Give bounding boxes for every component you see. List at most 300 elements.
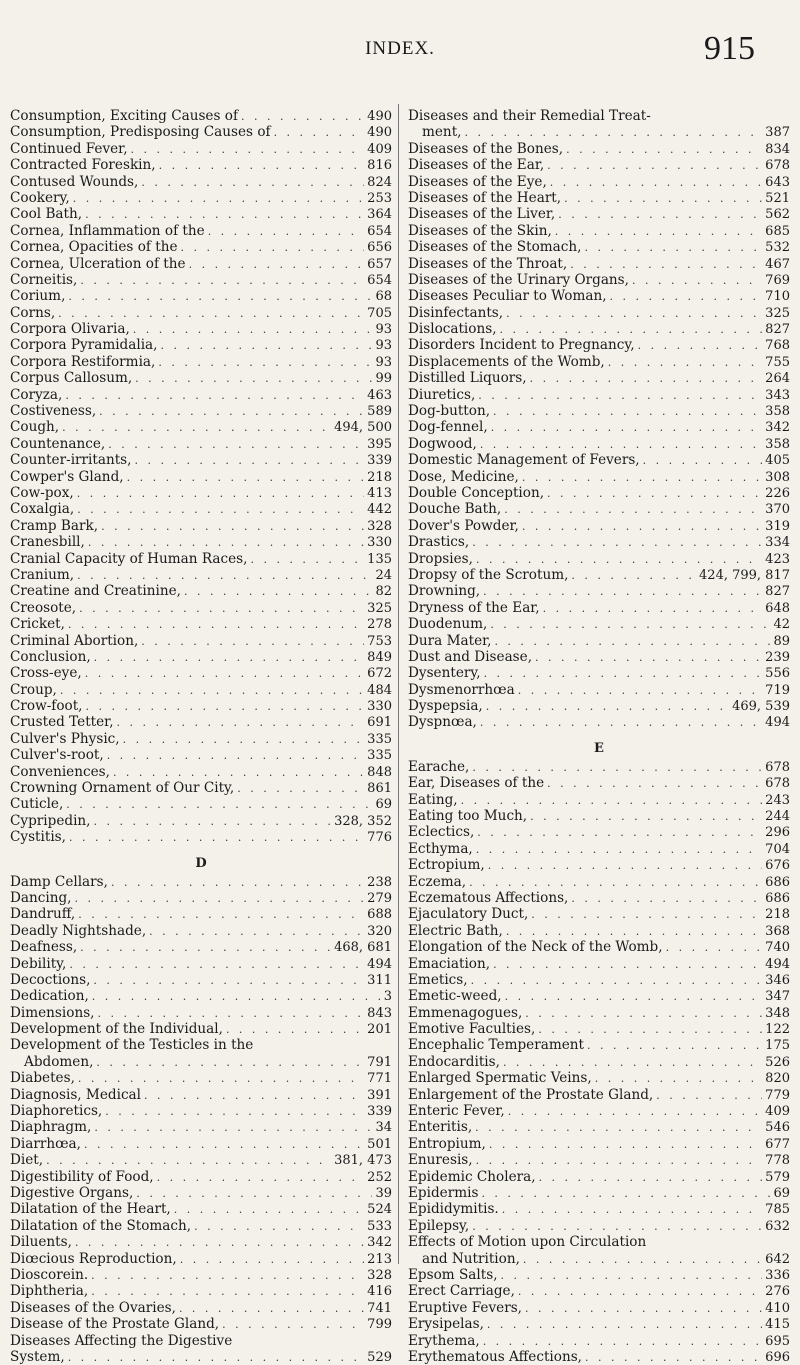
- page-reference: 490: [367, 109, 392, 124]
- index-entry: [408, 1218, 790, 1234]
- page-reference: 243: [765, 792, 790, 808]
- page-reference: 423: [765, 551, 790, 567]
- index-term: Cranesbill,: [10, 534, 85, 551]
- index-entry: [10, 583, 392, 599]
- index-entry: [408, 485, 790, 501]
- index-entry: [10, 1136, 392, 1152]
- index-entry: [408, 1021, 790, 1037]
- index-term: Diagnosis, Medical: [10, 1086, 142, 1103]
- index-term: Cricket,: [10, 616, 65, 633]
- index-term: Diaphoretics,: [10, 1103, 103, 1120]
- dot-leader: [508, 1104, 762, 1119]
- dot-leader: [93, 973, 364, 988]
- dot-leader: [80, 940, 331, 955]
- index-term: Earache,: [408, 758, 470, 775]
- dot-leader: [144, 1088, 364, 1103]
- page-reference: 3: [383, 989, 392, 1005]
- index-entry: [10, 1267, 392, 1283]
- index-term: Dislocations,: [408, 321, 497, 338]
- index-term: Epidermis: [408, 1185, 479, 1201]
- index-term: Diseases of the Throat,: [408, 255, 568, 272]
- page-reference: 253: [367, 190, 392, 206]
- index-entry: [408, 551, 790, 567]
- page-reference: 330: [367, 699, 392, 715]
- dot-leader: [158, 355, 372, 370]
- index-term: Eclectics,: [408, 824, 475, 841]
- page-reference: 358: [765, 404, 790, 420]
- dot-leader: [481, 1186, 770, 1201]
- index-entry: [408, 988, 790, 1004]
- page-reference: 695: [765, 1333, 790, 1349]
- page-reference: 370: [765, 502, 790, 518]
- dot-leader: [84, 1137, 364, 1152]
- index-entry: [10, 190, 392, 206]
- index-entry: [10, 616, 392, 632]
- dot-leader: [489, 1137, 762, 1152]
- index-entry: [10, 288, 392, 304]
- page-reference: 218: [765, 907, 790, 923]
- page-reference: 413: [367, 485, 392, 501]
- dot-leader: [535, 650, 762, 665]
- index-entry: [408, 775, 790, 791]
- index-term: Enuresis,: [408, 1152, 473, 1169]
- index-term: Dog-button,: [408, 403, 491, 420]
- index-entry: [408, 223, 790, 239]
- dot-leader: [62, 420, 331, 435]
- index-entry: [10, 403, 392, 419]
- dot-leader: [75, 891, 365, 906]
- index-entry: [10, 780, 392, 796]
- dot-leader: [94, 814, 332, 829]
- index-term: Countenance,: [10, 435, 106, 452]
- index-term: Diaphragm,: [10, 1119, 92, 1136]
- index-entry: [408, 633, 790, 649]
- dot-leader: [502, 1202, 762, 1217]
- page-reference: 719: [765, 682, 790, 698]
- index-entry: [408, 600, 790, 616]
- dot-leader: [471, 973, 763, 988]
- index-term: Deadly Nightshade,: [10, 922, 147, 939]
- index-term: Drowning,: [408, 583, 481, 600]
- index-entry: [408, 272, 790, 288]
- index-term: Dysentery,: [408, 665, 481, 682]
- dot-leader: [107, 748, 364, 763]
- dot-leader: [94, 650, 365, 665]
- index-term: Epididymitis.: [408, 1201, 499, 1218]
- index-entry: [408, 157, 790, 173]
- index-entry: [408, 808, 790, 824]
- dot-leader: [547, 486, 762, 501]
- index-entry: [408, 288, 790, 304]
- index-entry: [10, 1234, 392, 1250]
- page-reference: 490: [367, 125, 392, 141]
- index-entry: [408, 534, 790, 550]
- index-term: Crusted Tetter,: [10, 714, 114, 731]
- page-reference: 791: [367, 1054, 392, 1070]
- dot-leader: [480, 437, 762, 452]
- index-entry: [408, 714, 790, 730]
- dot-leader: [92, 989, 381, 1004]
- dot-leader: [530, 371, 763, 386]
- dot-leader: [65, 388, 364, 403]
- page-reference: 494: [765, 715, 790, 731]
- page-reference: 339: [367, 1104, 392, 1120]
- page-reference: 678: [765, 759, 790, 775]
- index-entry: [10, 1201, 392, 1217]
- index-entry: [408, 698, 790, 714]
- index-term: Eczematous Affections,: [408, 889, 569, 906]
- index-entry: [10, 567, 392, 583]
- dot-leader: [484, 666, 763, 681]
- index-entry: [10, 124, 392, 140]
- dot-leader: [506, 924, 762, 939]
- index-term: Ejaculatory Duct,: [408, 906, 529, 923]
- page-reference: 410: [765, 1300, 790, 1316]
- page-reference: 816: [367, 158, 392, 174]
- index-entry: [408, 403, 790, 419]
- index-term: Corpora Olivaria,: [10, 321, 130, 338]
- page-reference: 409: [367, 141, 392, 157]
- index-entry: [408, 972, 790, 988]
- index-entry: [408, 174, 790, 190]
- page-reference: 776: [367, 830, 392, 846]
- index-term: Diphtheria,: [10, 1283, 89, 1300]
- dot-leader: [241, 109, 364, 124]
- index-entry: [10, 1185, 392, 1201]
- index-entry: [10, 1349, 392, 1365]
- index-term: Eczema,: [408, 873, 467, 890]
- page-reference: 348: [765, 1005, 790, 1021]
- dot-leader: [77, 486, 364, 501]
- index-term: Douche Bath,: [408, 501, 502, 518]
- dot-leader: [180, 1252, 364, 1267]
- index-term: Encephalic Temperament: [408, 1037, 584, 1054]
- index-term: Elongation of the Neck of the Womb,: [408, 939, 663, 956]
- dot-leader: [487, 1317, 762, 1332]
- dot-leader: [595, 1071, 762, 1086]
- index-term: Diseases of the Ovaries,: [10, 1299, 176, 1316]
- page-reference: 468, 681: [334, 940, 392, 956]
- page-reference: 328: [367, 518, 392, 534]
- index-term: Diseases Peculiar to Woman,: [408, 288, 607, 305]
- index-term: Consumption, Predisposing Causes of: [10, 124, 271, 141]
- page-reference: 546: [765, 1120, 790, 1136]
- index-term: Eating,: [408, 791, 458, 808]
- index-term: System,: [10, 1348, 65, 1365]
- index-entry: [408, 857, 790, 873]
- dot-leader: [60, 683, 364, 698]
- index-term: Creatine and Creatinine,: [10, 583, 181, 600]
- dot-leader: [518, 1284, 762, 1299]
- index-term: Cornea, Ulceration of the: [10, 255, 186, 272]
- dot-leader: [584, 240, 762, 255]
- index-term: Deafness,: [10, 939, 78, 956]
- index-entry: [408, 1251, 790, 1267]
- dot-leader: [80, 273, 364, 288]
- index-entry: [10, 988, 392, 1004]
- page-reference: 533: [367, 1218, 392, 1234]
- index-term: Cystitis,: [10, 829, 66, 846]
- page-reference: 311: [367, 972, 392, 988]
- index-term: Decoctions,: [10, 971, 91, 988]
- index-term: Domestic Management of Fevers,: [408, 452, 640, 469]
- index-term: Eruptive Fevers,: [408, 1299, 522, 1316]
- page-reference: 276: [765, 1284, 790, 1300]
- dot-leader: [493, 957, 762, 972]
- dot-leader: [69, 830, 364, 845]
- index-entry: [408, 567, 790, 583]
- page-reference: 69: [773, 1186, 790, 1201]
- dot-leader: [476, 1153, 763, 1168]
- page-reference: 296: [765, 825, 790, 841]
- index-entry: [408, 939, 790, 955]
- dot-leader: [113, 765, 364, 780]
- index-term: Dog-fennel,: [408, 419, 488, 436]
- page-reference: 335: [367, 748, 392, 764]
- page-reference: 632: [765, 1218, 790, 1234]
- index-term: Diet,: [10, 1152, 44, 1169]
- dot-leader: [99, 404, 364, 419]
- page-reference: 93: [375, 338, 392, 354]
- dot-leader: [75, 1235, 364, 1250]
- index-term: Cramp Bark,: [10, 517, 99, 534]
- index-term: Erysipelas,: [408, 1316, 484, 1333]
- index-entry: [408, 890, 790, 906]
- dot-leader: [472, 535, 762, 550]
- dot-leader: [77, 568, 372, 583]
- index-term: Diuretics,: [408, 386, 476, 403]
- dot-leader: [274, 125, 365, 140]
- page-reference: 562: [765, 207, 790, 223]
- page-reference: 848: [367, 764, 392, 780]
- index-term: Entropium,: [408, 1135, 486, 1152]
- page-reference: 238: [367, 874, 392, 890]
- index-term: Croup,: [10, 681, 57, 698]
- page-reference: 334: [765, 535, 790, 551]
- index-entry: [408, 1201, 790, 1217]
- index-entry: [10, 370, 392, 386]
- page-reference: 824: [367, 174, 392, 190]
- index-entry: [10, 485, 392, 501]
- index-entry: [10, 796, 392, 812]
- page-reference: 654: [367, 272, 392, 288]
- page-reference: 688: [367, 907, 392, 923]
- page-reference: 526: [765, 1054, 790, 1070]
- dot-leader: [506, 306, 762, 321]
- index-term: Dropsies,: [408, 550, 473, 567]
- page-reference: 395: [367, 436, 392, 452]
- index-term: Cookery,: [10, 189, 70, 206]
- index-entry: [408, 1234, 790, 1250]
- page-reference: 861: [367, 781, 392, 797]
- index-term: Erythema,: [408, 1332, 480, 1349]
- page-reference: 122: [765, 1022, 790, 1038]
- index-term: Diseases of the Eye,: [408, 173, 547, 190]
- index-term: Damp Cellars,: [10, 873, 108, 890]
- index-entry: [10, 1103, 392, 1119]
- index-term: Cranium,: [10, 566, 75, 583]
- index-entry: [408, 239, 790, 255]
- running-head: INDEX.: [365, 38, 435, 59]
- index-term: Displacements of the Womb,: [408, 353, 605, 370]
- dot-leader: [490, 617, 770, 632]
- index-term: Abdomen,: [24, 1053, 94, 1070]
- index-entry: [408, 370, 790, 386]
- index-term: Dilatation of the Heart,: [10, 1201, 171, 1218]
- page-reference: 779: [765, 1087, 790, 1103]
- index-term: Dropsy of the Scrotum,: [408, 566, 569, 583]
- page-reference: 252: [367, 1169, 392, 1185]
- index-entry: [10, 1152, 392, 1168]
- index-entry: [10, 874, 392, 890]
- dot-leader: [488, 858, 762, 873]
- page-reference: 843: [367, 1005, 392, 1021]
- dot-leader: [174, 1202, 364, 1217]
- dot-leader: [543, 601, 763, 616]
- dot-leader: [632, 273, 762, 288]
- page-reference: 325: [765, 305, 790, 321]
- index-term: Contracted Foreskin,: [10, 157, 156, 174]
- index-entry: [10, 956, 392, 972]
- index-term: and Nutrition,: [422, 1250, 520, 1267]
- index-entry: [408, 124, 790, 140]
- page-reference: 416: [367, 1284, 392, 1300]
- page-reference: 442: [367, 502, 392, 518]
- index-term: Ecthyma,: [408, 840, 473, 857]
- index-term: Enlargement of the Prostate Gland,: [408, 1086, 654, 1103]
- page-reference: 278: [367, 617, 392, 633]
- index-term: Ear, Diseases of the: [408, 775, 545, 792]
- page-reference: 532: [765, 240, 790, 256]
- index-term: Dose, Medicine,: [408, 468, 519, 485]
- index-entry: [408, 354, 790, 370]
- page-reference: 343: [765, 387, 790, 403]
- index-term: Cool Bath,: [10, 206, 83, 223]
- index-term: Dancing,: [10, 889, 72, 906]
- page-reference: 342: [367, 1235, 392, 1251]
- page-reference: 556: [765, 666, 790, 682]
- index-entry: [408, 1103, 790, 1119]
- index-term: Emetics,: [408, 971, 468, 988]
- index-term: Dysmenorrhœa: [408, 681, 515, 698]
- dot-leader: [73, 191, 364, 206]
- page-reference: 336: [765, 1267, 790, 1283]
- dot-leader: [500, 322, 763, 337]
- dot-leader: [159, 158, 365, 173]
- index-term: Diarrhœa,: [10, 1135, 81, 1152]
- index-term: Cough,: [10, 419, 60, 436]
- page-reference: 643: [765, 174, 790, 190]
- page-reference: 696: [765, 1349, 790, 1365]
- dot-leader: [58, 306, 364, 321]
- dot-leader: [571, 568, 696, 583]
- index-entry: [10, 600, 392, 616]
- page-reference: 328: [367, 1267, 392, 1283]
- page-reference: 39: [375, 1186, 392, 1201]
- dot-leader: [525, 1301, 762, 1316]
- page-reference: 34: [375, 1120, 392, 1136]
- index-entry: [10, 1054, 392, 1070]
- dot-leader: [570, 257, 762, 272]
- dot-leader: [157, 1170, 365, 1185]
- dot-leader: [505, 989, 763, 1004]
- index-term: Cow-pox,: [10, 484, 74, 501]
- index-entry: [10, 174, 392, 190]
- page-reference: 494, 500: [334, 420, 392, 436]
- index-entry: [10, 1218, 392, 1234]
- section-letter-e: E: [594, 740, 604, 756]
- dot-leader: [566, 142, 762, 157]
- page-reference: 771: [367, 1071, 392, 1087]
- dot-leader: [133, 322, 373, 337]
- index-term: Dandruff,: [10, 906, 76, 923]
- index-entry: [408, 436, 790, 452]
- dot-leader: [558, 207, 762, 222]
- index-term: Corpora Restiformia,: [10, 353, 156, 370]
- index-entry: [10, 321, 392, 337]
- index-term: Dedication,: [10, 988, 89, 1005]
- index-entry: [10, 518, 392, 534]
- page-reference: 753: [367, 633, 392, 649]
- page-reference: 494: [367, 956, 392, 972]
- page-reference: 405: [765, 453, 790, 469]
- index-term: Diseases of the Liver,: [408, 206, 556, 223]
- index-entry: [10, 890, 392, 906]
- dot-leader: [85, 207, 364, 222]
- index-term: Debility,: [10, 955, 67, 972]
- page-reference: 346: [765, 972, 790, 988]
- dot-leader: [68, 617, 364, 632]
- page-reference: 69: [375, 797, 392, 813]
- page-reference: 339: [367, 453, 392, 469]
- index-term: Corns,: [10, 304, 56, 321]
- index-term: Conclusion,: [10, 648, 91, 665]
- page-reference: 218: [367, 469, 392, 485]
- dot-leader: [105, 1104, 364, 1119]
- dot-leader: [222, 1317, 364, 1332]
- index-entry: [10, 239, 392, 255]
- index-entry: [408, 1267, 790, 1283]
- index-entry: [10, 1316, 392, 1332]
- index-term: Cross-eye,: [10, 665, 82, 682]
- index-entry: [408, 759, 790, 775]
- index-entry: [408, 256, 790, 272]
- page-reference: 521: [765, 190, 790, 206]
- index-entry: [408, 923, 790, 939]
- page-reference: 93: [375, 354, 392, 370]
- index-term: Erect Carriage,: [408, 1283, 515, 1300]
- dot-leader: [522, 470, 762, 485]
- dot-leader: [77, 502, 364, 517]
- index-term: Cranial Capacity of Human Races,: [10, 550, 248, 567]
- index-entry: [10, 665, 392, 681]
- page-reference: 328, 352: [334, 813, 392, 829]
- page-reference: 678: [765, 776, 790, 792]
- page-reference: 358: [765, 436, 790, 452]
- dot-leader: [587, 1038, 762, 1053]
- dot-leader: [134, 453, 364, 468]
- dot-leader: [522, 519, 762, 534]
- index-entry: [10, 419, 392, 435]
- page-reference: 799: [367, 1317, 392, 1333]
- dot-leader: [643, 453, 763, 468]
- index-entry: [10, 1333, 392, 1349]
- dot-leader: [555, 224, 762, 239]
- index-entry: [10, 829, 392, 845]
- index-term: Diseases of the Urinary Organs,: [408, 271, 629, 288]
- index-term: Corpus Callosum,: [10, 370, 133, 387]
- index-term: Epidemic Cholera,: [408, 1168, 536, 1185]
